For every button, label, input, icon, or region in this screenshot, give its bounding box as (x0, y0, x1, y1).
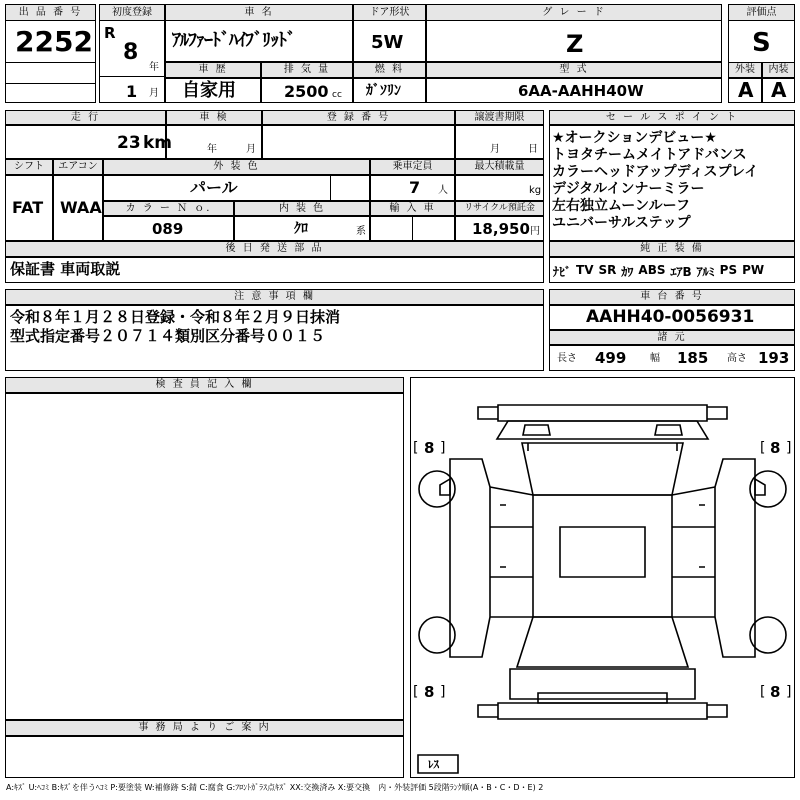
load-unit: kg (529, 185, 542, 196)
displacement: 2500 (284, 82, 329, 101)
ext-label: 外装 (728, 62, 762, 78)
notes-label: 注 意 事 項 欄 (5, 289, 544, 305)
notes-line-1: 令和８年１月２８日登録・令和８年２月９日抹消 (10, 308, 341, 326)
equipment-item: PS (719, 263, 738, 277)
equipment-item: TV (576, 263, 594, 277)
later-label: 後 日 発 送 部 品 (5, 241, 544, 257)
height: 193 (758, 349, 790, 367)
equipment-list (553, 263, 764, 280)
reg-year: 8 (123, 40, 139, 65)
color: パール (190, 178, 238, 197)
tire-rl-bracket-r: ] (440, 684, 446, 700)
inspection-month-unit: 月 (246, 144, 256, 155)
office-box (5, 736, 404, 778)
lot-extra (5, 62, 96, 103)
model: 6AA-AAHH40W (518, 82, 644, 100)
recycle-label: リサイクル預託金 (455, 201, 544, 216)
era-mark: R (104, 24, 116, 42)
shift: FAT (12, 198, 44, 217)
capacity: 7 (409, 178, 421, 197)
later: 保証書 車両取説 (10, 260, 121, 278)
tire-rr: 8 (770, 683, 781, 701)
import-divider (412, 216, 413, 241)
sales-point: デジタルインナーミラー (552, 181, 705, 197)
equipment-item: PW (742, 263, 765, 277)
inspector-label: 検 査 員 記 入 欄 (5, 377, 404, 393)
interior: ｸﾛ (294, 221, 308, 237)
recycle: 18,950 (472, 220, 530, 238)
grade-label: グ レ ー ド (426, 4, 722, 21)
car-diagram (410, 377, 795, 778)
mileage-unit: km (143, 133, 173, 153)
tire-rr-bracket: [ (760, 684, 766, 700)
inspection-year-unit: 年 (207, 144, 217, 155)
sales-point: カラーヘッドアップディスプレイ (552, 164, 759, 180)
reg-no-box (262, 125, 455, 159)
sales-point: トヨタチームメイトアドバンス (552, 147, 747, 163)
grade: Z (566, 30, 584, 58)
mileage-box (5, 125, 166, 159)
mileage: 23 (117, 133, 141, 153)
equipment-label: 純 正 装 備 (549, 241, 795, 257)
color-no-label: カ ラ ー Ｎ ｏ. (103, 201, 234, 216)
notes-line-2: 型式指定番号２０７１４類別区分番号００１５ (10, 327, 326, 345)
tire-rl-bracket: [ (413, 684, 419, 700)
interior-unit: 系 (356, 226, 366, 237)
reg-divider (99, 76, 165, 77)
reg-month: 1 (126, 82, 138, 101)
history: 自家用 (182, 80, 236, 101)
transfer-month-unit: 月 (490, 144, 500, 155)
ac: WAA (60, 198, 102, 217)
equipment-item: ﾅﾋﾞ (553, 265, 572, 279)
load-label: 最大積載量 (455, 159, 544, 175)
equipment-item: ABS (638, 263, 666, 277)
dims-label: 諸 元 (549, 330, 795, 345)
history-label: 車 歴 (165, 62, 261, 78)
chassis-number: AAHH40-0056931 (586, 307, 755, 327)
equipment-item: SR (598, 263, 617, 277)
reg-year-unit: 年 (149, 62, 159, 73)
sales-points-list (552, 130, 758, 232)
sales-point: 左右独立ムーンルーフ (552, 198, 690, 214)
sales-point: ユニバーサルステップ (552, 215, 691, 231)
tire-fr-bracket: [ (760, 440, 766, 456)
tire-fl: 8 (424, 439, 435, 457)
equipment-item: ｴｱB (670, 265, 692, 279)
reg-no-label: 登 録 番 号 (262, 110, 455, 125)
office-label: 事 務 局 よ り ご 案 内 (5, 720, 404, 736)
displacement-label: 排 気 量 (261, 62, 353, 78)
door-label: ドア形状 (353, 4, 426, 21)
width: 185 (677, 349, 709, 367)
transfer-label: 譲渡書期限 (455, 110, 544, 125)
width-label: 幅 (650, 353, 660, 364)
score-label: 評価点 (728, 4, 795, 21)
tire-fr: 8 (770, 439, 781, 457)
shift-label: シフト (5, 159, 53, 175)
color-label: 外 装 色 (103, 159, 370, 175)
color-no: 089 (152, 220, 184, 238)
legend: A:ｷｽﾞ U:ﾍｺﾐ B:ｷｽﾞを伴うﾍｺﾐ P:要塗装 W:補修跡 S:錆 C:腐食 G:ﾌﾛﾝﾄｶﾞﾗｽ点ｷｽﾞ XX:交換済み X:要交換 内・外装評価 5段階ﾗﾝｸ順(A・B・C・D・E) 2 (6, 783, 544, 792)
ext-score: A (738, 78, 754, 102)
sales-points-label: セ ー ル ス ポ イ ン ト (549, 110, 795, 125)
tire-rl: 8 (424, 683, 435, 701)
chassis-label: 車 台 番 号 (549, 289, 795, 305)
inspection-label: 車 検 (166, 110, 262, 125)
inspector-box (5, 393, 404, 720)
ac-label: エアコン (53, 159, 103, 175)
mileage-label: 走 行 (5, 110, 166, 125)
model-label: 型 式 (426, 62, 722, 78)
color-divider (330, 175, 331, 201)
fuel: ｶﾞｿﾘﾝ (366, 83, 401, 99)
capacity-unit: 人 (438, 185, 448, 196)
lot-number: 2252 (15, 25, 93, 58)
equipment-item: ｱﾙﾐ (696, 265, 715, 279)
length-label: 長さ (557, 353, 577, 364)
sales-point: ★オークションデビュー★ (552, 130, 717, 146)
height-label: 高さ (727, 353, 747, 364)
lot-label: 出 品 番 号 (5, 4, 96, 21)
equipment-item: ｶﾜ (621, 265, 634, 279)
first-reg-label: 初度登録 (99, 4, 165, 21)
int-label: 内装 (762, 62, 795, 78)
score: S (752, 28, 771, 58)
reg-month-unit: 月 (149, 88, 159, 99)
door-type: 5W (371, 32, 404, 53)
capacity-label: 乗車定員 (370, 159, 455, 175)
interior-label: 内 装 色 (234, 201, 370, 216)
length: 499 (595, 349, 627, 367)
tire-fr-bracket-r: ] (786, 440, 792, 456)
tire-fl-bracket: [ (413, 440, 419, 456)
car-name: ｱﾙﾌｧｰﾄﾞﾊｲﾌﾞﾘｯﾄﾞ (172, 30, 295, 51)
fuel-label: 燃 料 (353, 62, 426, 78)
tire-rr-bracket-r: ] (786, 684, 792, 700)
spare-tire: ﾚｽ (428, 758, 439, 771)
import-label: 輸 入 車 (370, 201, 455, 216)
transfer-day-unit: 日 (528, 144, 538, 155)
displacement-unit: cc (332, 90, 342, 100)
car-name-label: 車 名 (165, 4, 353, 21)
int-score: A (771, 78, 787, 102)
recycle-unit: 円 (530, 226, 540, 237)
tire-fl-bracket-r: ] (440, 440, 446, 456)
